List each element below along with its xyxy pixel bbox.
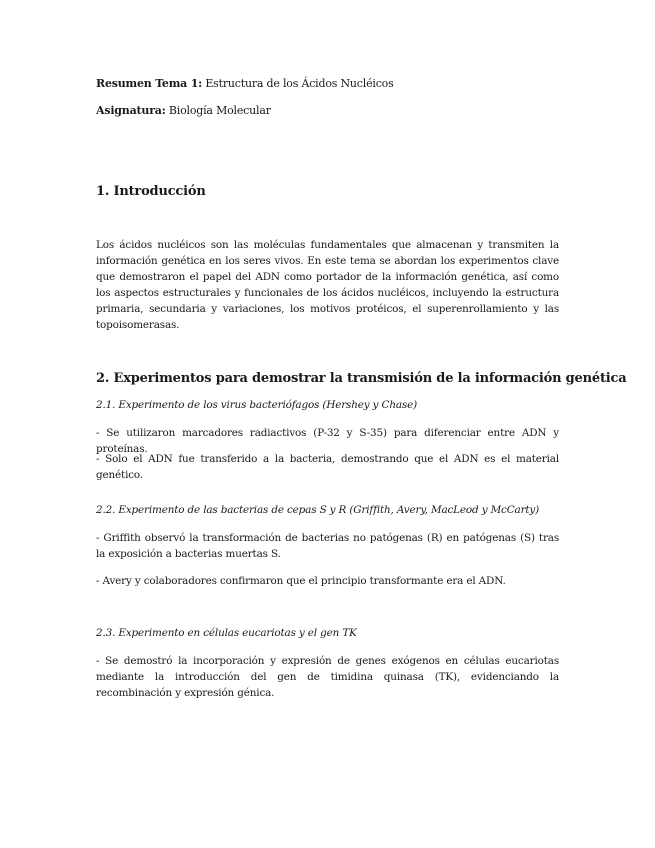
subsection-2-2-bullet: - Avery y colaboradores confirmaron que el principio transformante era el ADN. — [96, 575, 506, 587]
asignatura-value: Biología Molecular — [168, 104, 271, 117]
section-1-paragraph: Los ácidos nucléicos son las moléculas fundamentales que almacenan y transmiten la información genética en los seres vivos. En este tema se abordan los experimentos clave que demostraron el papel del ADN como portador de la información genética, así como los aspectos estructurales y funcionales de los ácidos nucléicos, incluyendo la estructura primaria, secundaria y variaciones, los motivos protéicos, el superenrollamiento y las topoisomerasas. — [96, 239, 559, 331]
resumen-value: Estructura de los Ácidos Nucléicos — [205, 77, 394, 90]
subsection-2-1-bullet: - Solo el ADN fue transferido a la bacteria, demostrando que el ADN es el material genético. — [96, 453, 559, 481]
resumen-label: Resumen Tema 1: — [96, 77, 203, 90]
section-1-heading: 1. Introducción — [96, 184, 206, 199]
subsection-2-1-bullet: - Se utilizaron marcadores radiactivos (P-32 y S-35) para diferenciar entre ADN y proteínas. — [96, 427, 559, 455]
asignatura-line — [96, 104, 271, 117]
subsection-2-2-title: 2.2. Experimento de las bacterias de cepas S y R (Griffith, Avery, MacLeod y McCarty) — [96, 504, 540, 516]
subsection-2-1-title: 2.1. Experimento de los virus bacteriófagos (Hershey y Chase) — [96, 399, 417, 411]
asignatura-label: Asignatura: — [96, 104, 166, 117]
subsection-2-3-bullet: - Se demostró la incorporación y expresión de genes exógenos en células eucariotas mediante la introducción del gen de timidina quinasa (TK), evidenciando la recombinación y expresión génica. — [96, 655, 559, 699]
section-2-heading: 2. Experimentos para demostrar la transmisión de la información genética — [96, 371, 627, 386]
subsection-2-3-title: 2.3. Experimento en células eucariotas y el gen TK — [96, 627, 357, 639]
subsection-2-2-bullet: - Griffith observó la transformación de bacterias no patógenas (R) en patógenas (S) tras la exposición a bacterias muertas S. — [96, 532, 559, 560]
resumen-line — [96, 77, 394, 90]
